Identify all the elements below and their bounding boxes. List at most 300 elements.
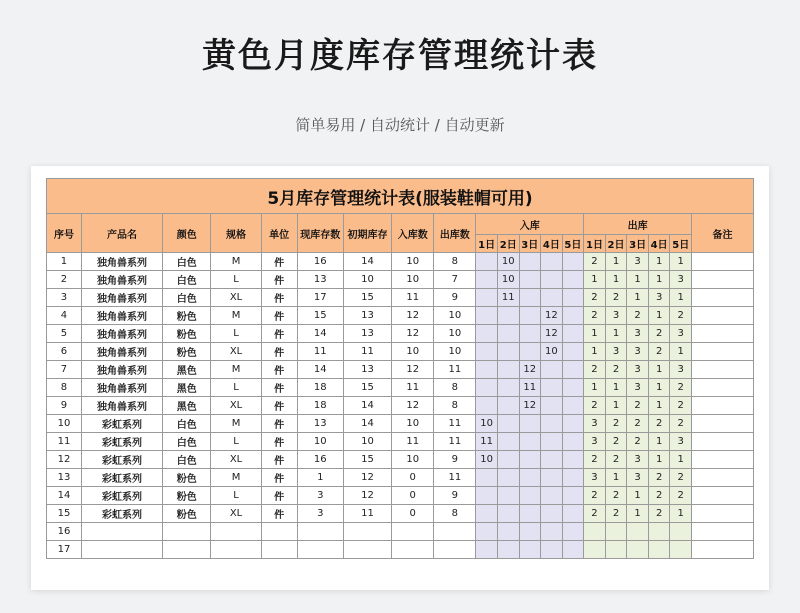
- cell-out-total[interactable]: 9: [434, 289, 476, 307]
- cell-in-day[interactable]: [497, 487, 519, 505]
- cell-out-day[interactable]: 1: [627, 271, 649, 289]
- cell-spec[interactable]: XL: [211, 397, 261, 415]
- cell-in-day[interactable]: [476, 469, 498, 487]
- cell-current-stock[interactable]: 16: [297, 451, 343, 469]
- cell-in-day[interactable]: 12: [519, 397, 541, 415]
- cell-out-day[interactable]: 1: [648, 379, 670, 397]
- cell-in-day[interactable]: [562, 487, 584, 505]
- cell-out-day[interactable]: 1: [584, 271, 606, 289]
- cell-in-total[interactable]: 10: [392, 415, 434, 433]
- cell-out-day[interactable]: 1: [648, 253, 670, 271]
- cell-color[interactable]: 白色: [163, 433, 211, 451]
- cell-seq[interactable]: 10: [47, 415, 82, 433]
- cell-unit[interactable]: 件: [261, 343, 297, 361]
- cell-out-day[interactable]: 2: [584, 451, 606, 469]
- cell-in-day[interactable]: [519, 541, 541, 559]
- cell-color[interactable]: 黑色: [163, 361, 211, 379]
- cell-current-stock[interactable]: 13: [297, 415, 343, 433]
- cell-in-day[interactable]: 11: [497, 289, 519, 307]
- cell-in-day[interactable]: [562, 523, 584, 541]
- cell-in-total[interactable]: 10: [392, 451, 434, 469]
- cell-out-day[interactable]: 2: [584, 253, 606, 271]
- cell-in-total[interactable]: 12: [392, 325, 434, 343]
- cell-out-day[interactable]: 1: [605, 397, 627, 415]
- cell-out-day[interactable]: 1: [605, 325, 627, 343]
- cell-in-day[interactable]: 11: [476, 433, 498, 451]
- cell-out-day[interactable]: 1: [648, 451, 670, 469]
- cell-out-day[interactable]: 3: [627, 379, 649, 397]
- cell-out-total[interactable]: 10: [434, 325, 476, 343]
- cell-out-total[interactable]: 10: [434, 343, 476, 361]
- cell-seq[interactable]: 17: [47, 541, 82, 559]
- cell-initial-stock[interactable]: 12: [343, 469, 391, 487]
- cell-in-day[interactable]: [562, 325, 584, 343]
- cell-out-day[interactable]: 3: [584, 469, 606, 487]
- cell-out-total[interactable]: 9: [434, 451, 476, 469]
- cell-color[interactable]: 白色: [163, 253, 211, 271]
- cell-out-day[interactable]: 1: [627, 289, 649, 307]
- cell-in-day[interactable]: 12: [519, 361, 541, 379]
- cell-in-day[interactable]: [541, 289, 563, 307]
- cell-in-day[interactable]: [541, 379, 563, 397]
- cell-remark[interactable]: [692, 469, 754, 487]
- cell-in-day[interactable]: [497, 379, 519, 397]
- cell-in-day[interactable]: [541, 361, 563, 379]
- cell-initial-stock[interactable]: 11: [343, 343, 391, 361]
- cell-product[interactable]: 彩虹系列: [81, 469, 162, 487]
- cell-in-day[interactable]: [519, 325, 541, 343]
- cell-unit[interactable]: [261, 523, 297, 541]
- cell-unit[interactable]: 件: [261, 271, 297, 289]
- cell-out-day[interactable]: [670, 541, 692, 559]
- cell-remark[interactable]: [692, 433, 754, 451]
- cell-out-day[interactable]: 2: [648, 415, 670, 433]
- cell-out-day[interactable]: 1: [605, 379, 627, 397]
- cell-in-day[interactable]: [476, 253, 498, 271]
- cell-in-total[interactable]: 0: [392, 487, 434, 505]
- cell-unit[interactable]: 件: [261, 505, 297, 523]
- cell-current-stock[interactable]: 10: [297, 433, 343, 451]
- cell-spec[interactable]: XL: [211, 343, 261, 361]
- cell-in-day[interactable]: [497, 505, 519, 523]
- cell-color[interactable]: 粉色: [163, 343, 211, 361]
- cell-out-day[interactable]: 3: [670, 433, 692, 451]
- cell-out-total[interactable]: 10: [434, 307, 476, 325]
- cell-out-day[interactable]: 1: [584, 325, 606, 343]
- cell-out-day[interactable]: 3: [627, 343, 649, 361]
- cell-spec[interactable]: XL: [211, 451, 261, 469]
- cell-in-day[interactable]: [476, 343, 498, 361]
- cell-product[interactable]: 彩虹系列: [81, 433, 162, 451]
- cell-out-day[interactable]: 1: [670, 451, 692, 469]
- cell-in-day[interactable]: 10: [476, 451, 498, 469]
- cell-remark[interactable]: [692, 361, 754, 379]
- cell-seq[interactable]: 3: [47, 289, 82, 307]
- cell-unit[interactable]: 件: [261, 253, 297, 271]
- cell-out-day[interactable]: 1: [627, 487, 649, 505]
- cell-remark[interactable]: [692, 289, 754, 307]
- cell-seq[interactable]: 5: [47, 325, 82, 343]
- cell-in-day[interactable]: [476, 397, 498, 415]
- cell-out-day[interactable]: [648, 541, 670, 559]
- cell-color[interactable]: 粉色: [163, 505, 211, 523]
- cell-in-day[interactable]: [562, 343, 584, 361]
- cell-in-day[interactable]: [541, 451, 563, 469]
- cell-remark[interactable]: [692, 487, 754, 505]
- cell-in-day[interactable]: [541, 397, 563, 415]
- cell-in-day[interactable]: 11: [519, 379, 541, 397]
- cell-in-day[interactable]: [519, 433, 541, 451]
- cell-seq[interactable]: 2: [47, 271, 82, 289]
- cell-out-day[interactable]: [627, 523, 649, 541]
- cell-current-stock[interactable]: 15: [297, 307, 343, 325]
- cell-out-day[interactable]: 1: [648, 361, 670, 379]
- cell-in-day[interactable]: 10: [476, 415, 498, 433]
- cell-out-day[interactable]: 3: [605, 307, 627, 325]
- cell-in-total[interactable]: 0: [392, 505, 434, 523]
- cell-color[interactable]: 白色: [163, 415, 211, 433]
- cell-color[interactable]: 白色: [163, 289, 211, 307]
- cell-seq[interactable]: 1: [47, 253, 82, 271]
- cell-in-day[interactable]: [562, 505, 584, 523]
- cell-out-day[interactable]: 2: [627, 415, 649, 433]
- cell-remark[interactable]: [692, 451, 754, 469]
- cell-in-day[interactable]: [541, 523, 563, 541]
- cell-remark[interactable]: [692, 307, 754, 325]
- cell-in-day[interactable]: [562, 541, 584, 559]
- cell-unit[interactable]: 件: [261, 433, 297, 451]
- cell-in-day[interactable]: [519, 253, 541, 271]
- cell-in-day[interactable]: [497, 307, 519, 325]
- cell-in-day[interactable]: [519, 469, 541, 487]
- cell-current-stock[interactable]: 1: [297, 469, 343, 487]
- cell-out-total[interactable]: 11: [434, 415, 476, 433]
- cell-remark[interactable]: [692, 415, 754, 433]
- cell-unit[interactable]: 件: [261, 487, 297, 505]
- cell-out-day[interactable]: [584, 541, 606, 559]
- cell-in-day[interactable]: [519, 307, 541, 325]
- cell-in-day[interactable]: [562, 361, 584, 379]
- cell-product[interactable]: 独角兽系列: [81, 379, 162, 397]
- cell-color[interactable]: [163, 541, 211, 559]
- cell-product[interactable]: [81, 541, 162, 559]
- cell-initial-stock[interactable]: 15: [343, 379, 391, 397]
- cell-unit[interactable]: 件: [261, 451, 297, 469]
- cell-seq[interactable]: 14: [47, 487, 82, 505]
- cell-in-day[interactable]: [541, 433, 563, 451]
- cell-initial-stock[interactable]: 15: [343, 451, 391, 469]
- cell-out-day[interactable]: 2: [605, 505, 627, 523]
- cell-out-day[interactable]: 2: [648, 469, 670, 487]
- cell-initial-stock[interactable]: 10: [343, 271, 391, 289]
- cell-out-day[interactable]: 2: [605, 415, 627, 433]
- cell-in-day[interactable]: [497, 523, 519, 541]
- cell-current-stock[interactable]: 18: [297, 379, 343, 397]
- cell-in-day[interactable]: 10: [541, 343, 563, 361]
- cell-out-day[interactable]: 2: [670, 469, 692, 487]
- cell-spec[interactable]: XL: [211, 505, 261, 523]
- cell-in-day[interactable]: [497, 343, 519, 361]
- cell-current-stock[interactable]: 17: [297, 289, 343, 307]
- cell-out-day[interactable]: 3: [627, 451, 649, 469]
- cell-current-stock[interactable]: [297, 523, 343, 541]
- cell-color[interactable]: 粉色: [163, 487, 211, 505]
- cell-in-day[interactable]: [497, 451, 519, 469]
- cell-current-stock[interactable]: 14: [297, 361, 343, 379]
- cell-unit[interactable]: 件: [261, 379, 297, 397]
- cell-out-day[interactable]: 2: [648, 343, 670, 361]
- cell-out-total[interactable]: [434, 523, 476, 541]
- cell-color[interactable]: 白色: [163, 451, 211, 469]
- cell-in-day[interactable]: [519, 451, 541, 469]
- cell-in-day[interactable]: [497, 433, 519, 451]
- cell-spec[interactable]: XL: [211, 289, 261, 307]
- cell-out-day[interactable]: 2: [670, 379, 692, 397]
- cell-in-day[interactable]: [562, 451, 584, 469]
- cell-out-total[interactable]: 8: [434, 253, 476, 271]
- cell-in-day[interactable]: [541, 541, 563, 559]
- cell-in-day[interactable]: [476, 505, 498, 523]
- cell-in-total[interactable]: [392, 541, 434, 559]
- cell-product[interactable]: 独角兽系列: [81, 361, 162, 379]
- cell-in-day[interactable]: [497, 361, 519, 379]
- cell-initial-stock[interactable]: 13: [343, 307, 391, 325]
- cell-out-day[interactable]: 3: [627, 469, 649, 487]
- cell-spec[interactable]: M: [211, 253, 261, 271]
- cell-out-total[interactable]: 9: [434, 487, 476, 505]
- cell-out-day[interactable]: 1: [670, 289, 692, 307]
- cell-out-day[interactable]: [605, 541, 627, 559]
- cell-in-total[interactable]: 12: [392, 307, 434, 325]
- cell-out-day[interactable]: 2: [584, 397, 606, 415]
- cell-initial-stock[interactable]: 13: [343, 361, 391, 379]
- cell-seq[interactable]: 4: [47, 307, 82, 325]
- cell-in-day[interactable]: [519, 523, 541, 541]
- cell-spec[interactable]: L: [211, 433, 261, 451]
- cell-in-day[interactable]: [541, 415, 563, 433]
- cell-out-day[interactable]: 2: [648, 505, 670, 523]
- cell-in-day[interactable]: 12: [541, 325, 563, 343]
- cell-product[interactable]: 独角兽系列: [81, 325, 162, 343]
- cell-in-day[interactable]: 12: [541, 307, 563, 325]
- cell-in-day[interactable]: [562, 379, 584, 397]
- cell-in-day[interactable]: [497, 469, 519, 487]
- cell-remark[interactable]: [692, 541, 754, 559]
- cell-out-day[interactable]: 3: [670, 361, 692, 379]
- cell-out-day[interactable]: 1: [605, 271, 627, 289]
- cell-spec[interactable]: M: [211, 415, 261, 433]
- cell-in-day[interactable]: [519, 343, 541, 361]
- cell-in-day[interactable]: [519, 487, 541, 505]
- cell-out-day[interactable]: 1: [648, 433, 670, 451]
- cell-in-day[interactable]: [562, 397, 584, 415]
- cell-in-day[interactable]: [541, 469, 563, 487]
- cell-in-day[interactable]: [497, 541, 519, 559]
- cell-out-day[interactable]: 3: [670, 325, 692, 343]
- cell-product[interactable]: [81, 523, 162, 541]
- cell-in-day[interactable]: [562, 307, 584, 325]
- cell-out-day[interactable]: 1: [605, 469, 627, 487]
- cell-seq[interactable]: 6: [47, 343, 82, 361]
- cell-out-day[interactable]: 2: [584, 487, 606, 505]
- cell-out-total[interactable]: 8: [434, 379, 476, 397]
- cell-in-day[interactable]: [519, 271, 541, 289]
- cell-product[interactable]: 独角兽系列: [81, 271, 162, 289]
- cell-color[interactable]: 粉色: [163, 469, 211, 487]
- cell-out-day[interactable]: 1: [584, 379, 606, 397]
- cell-initial-stock[interactable]: 15: [343, 289, 391, 307]
- cell-product[interactable]: 独角兽系列: [81, 343, 162, 361]
- cell-unit[interactable]: 件: [261, 361, 297, 379]
- cell-spec[interactable]: L: [211, 271, 261, 289]
- cell-out-day[interactable]: 3: [584, 433, 606, 451]
- cell-current-stock[interactable]: 11: [297, 343, 343, 361]
- cell-unit[interactable]: 件: [261, 415, 297, 433]
- cell-in-total[interactable]: 12: [392, 397, 434, 415]
- cell-initial-stock[interactable]: 13: [343, 325, 391, 343]
- cell-initial-stock[interactable]: 12: [343, 487, 391, 505]
- cell-out-day[interactable]: 2: [627, 307, 649, 325]
- cell-out-day[interactable]: 2: [605, 433, 627, 451]
- cell-out-day[interactable]: 2: [605, 289, 627, 307]
- cell-in-day[interactable]: [541, 505, 563, 523]
- cell-color[interactable]: [163, 523, 211, 541]
- cell-in-day[interactable]: [476, 379, 498, 397]
- cell-color[interactable]: 白色: [163, 271, 211, 289]
- cell-spec[interactable]: M: [211, 361, 261, 379]
- cell-out-day[interactable]: 1: [584, 343, 606, 361]
- cell-out-day[interactable]: 2: [584, 505, 606, 523]
- cell-out-day[interactable]: 2: [605, 451, 627, 469]
- cell-out-day[interactable]: [584, 523, 606, 541]
- cell-seq[interactable]: 8: [47, 379, 82, 397]
- cell-in-day[interactable]: [476, 541, 498, 559]
- cell-out-day[interactable]: 2: [670, 487, 692, 505]
- cell-out-day[interactable]: 3: [584, 415, 606, 433]
- cell-out-day[interactable]: 3: [605, 343, 627, 361]
- cell-in-day[interactable]: [519, 415, 541, 433]
- cell-out-day[interactable]: 2: [584, 361, 606, 379]
- cell-in-total[interactable]: 10: [392, 271, 434, 289]
- cell-spec[interactable]: [211, 523, 261, 541]
- cell-in-total[interactable]: 0: [392, 469, 434, 487]
- cell-out-day[interactable]: 2: [670, 415, 692, 433]
- cell-out-day[interactable]: 2: [670, 307, 692, 325]
- cell-in-day[interactable]: [476, 487, 498, 505]
- cell-unit[interactable]: 件: [261, 469, 297, 487]
- cell-out-day[interactable]: 1: [648, 397, 670, 415]
- cell-out-day[interactable]: 3: [627, 325, 649, 343]
- cell-current-stock[interactable]: 3: [297, 487, 343, 505]
- cell-remark[interactable]: [692, 523, 754, 541]
- cell-spec[interactable]: L: [211, 325, 261, 343]
- cell-current-stock[interactable]: 18: [297, 397, 343, 415]
- cell-out-day[interactable]: 2: [584, 307, 606, 325]
- cell-current-stock[interactable]: 13: [297, 271, 343, 289]
- cell-out-day[interactable]: 3: [627, 361, 649, 379]
- cell-out-day[interactable]: [627, 541, 649, 559]
- cell-current-stock[interactable]: 14: [297, 325, 343, 343]
- cell-current-stock[interactable]: 3: [297, 505, 343, 523]
- cell-out-day[interactable]: 2: [670, 397, 692, 415]
- cell-in-day[interactable]: [476, 361, 498, 379]
- cell-color[interactable]: 黑色: [163, 379, 211, 397]
- cell-unit[interactable]: 件: [261, 325, 297, 343]
- cell-initial-stock[interactable]: 11: [343, 505, 391, 523]
- cell-in-total[interactable]: [392, 523, 434, 541]
- cell-spec[interactable]: L: [211, 379, 261, 397]
- cell-spec[interactable]: [211, 541, 261, 559]
- cell-initial-stock[interactable]: 10: [343, 433, 391, 451]
- cell-in-day[interactable]: [519, 505, 541, 523]
- cell-remark[interactable]: [692, 379, 754, 397]
- cell-current-stock[interactable]: 16: [297, 253, 343, 271]
- cell-unit[interactable]: [261, 541, 297, 559]
- cell-in-day[interactable]: [562, 271, 584, 289]
- cell-color[interactable]: 粉色: [163, 307, 211, 325]
- cell-in-day[interactable]: [562, 289, 584, 307]
- cell-out-day[interactable]: 1: [670, 343, 692, 361]
- cell-out-day[interactable]: 3: [627, 253, 649, 271]
- cell-in-day[interactable]: 10: [497, 271, 519, 289]
- cell-initial-stock[interactable]: 14: [343, 397, 391, 415]
- cell-in-total[interactable]: 11: [392, 379, 434, 397]
- cell-initial-stock[interactable]: 14: [343, 415, 391, 433]
- cell-out-total[interactable]: 11: [434, 361, 476, 379]
- cell-product[interactable]: 独角兽系列: [81, 289, 162, 307]
- cell-out-day[interactable]: 1: [670, 505, 692, 523]
- cell-out-day[interactable]: 2: [584, 289, 606, 307]
- cell-out-total[interactable]: 7: [434, 271, 476, 289]
- cell-seq[interactable]: 13: [47, 469, 82, 487]
- cell-in-day[interactable]: [476, 307, 498, 325]
- cell-seq[interactable]: 7: [47, 361, 82, 379]
- cell-seq[interactable]: 11: [47, 433, 82, 451]
- cell-out-day[interactable]: 1: [627, 505, 649, 523]
- cell-out-day[interactable]: 2: [648, 325, 670, 343]
- cell-product[interactable]: 彩虹系列: [81, 487, 162, 505]
- cell-remark[interactable]: [692, 271, 754, 289]
- cell-remark[interactable]: [692, 397, 754, 415]
- cell-out-day[interactable]: 1: [648, 307, 670, 325]
- cell-out-total[interactable]: 8: [434, 397, 476, 415]
- cell-in-total[interactable]: 11: [392, 289, 434, 307]
- cell-spec[interactable]: M: [211, 307, 261, 325]
- cell-out-day[interactable]: 2: [648, 487, 670, 505]
- cell-out-day[interactable]: [648, 523, 670, 541]
- cell-seq[interactable]: 12: [47, 451, 82, 469]
- cell-in-day[interactable]: [562, 469, 584, 487]
- cell-out-day[interactable]: 1: [605, 253, 627, 271]
- cell-remark[interactable]: [692, 343, 754, 361]
- cell-in-day[interactable]: [541, 253, 563, 271]
- cell-in-total[interactable]: 11: [392, 433, 434, 451]
- cell-unit[interactable]: 件: [261, 307, 297, 325]
- cell-remark[interactable]: [692, 505, 754, 523]
- cell-out-day[interactable]: 2: [627, 397, 649, 415]
- cell-spec[interactable]: M: [211, 469, 261, 487]
- cell-out-day[interactable]: 3: [670, 271, 692, 289]
- cell-out-day[interactable]: 1: [670, 253, 692, 271]
- cell-initial-stock[interactable]: [343, 541, 391, 559]
- cell-product[interactable]: 彩虹系列: [81, 415, 162, 433]
- cell-remark[interactable]: [692, 325, 754, 343]
- cell-seq[interactable]: 16: [47, 523, 82, 541]
- cell-in-total[interactable]: 12: [392, 361, 434, 379]
- cell-out-total[interactable]: [434, 541, 476, 559]
- cell-product[interactable]: 独角兽系列: [81, 397, 162, 415]
- cell-in-day[interactable]: [476, 523, 498, 541]
